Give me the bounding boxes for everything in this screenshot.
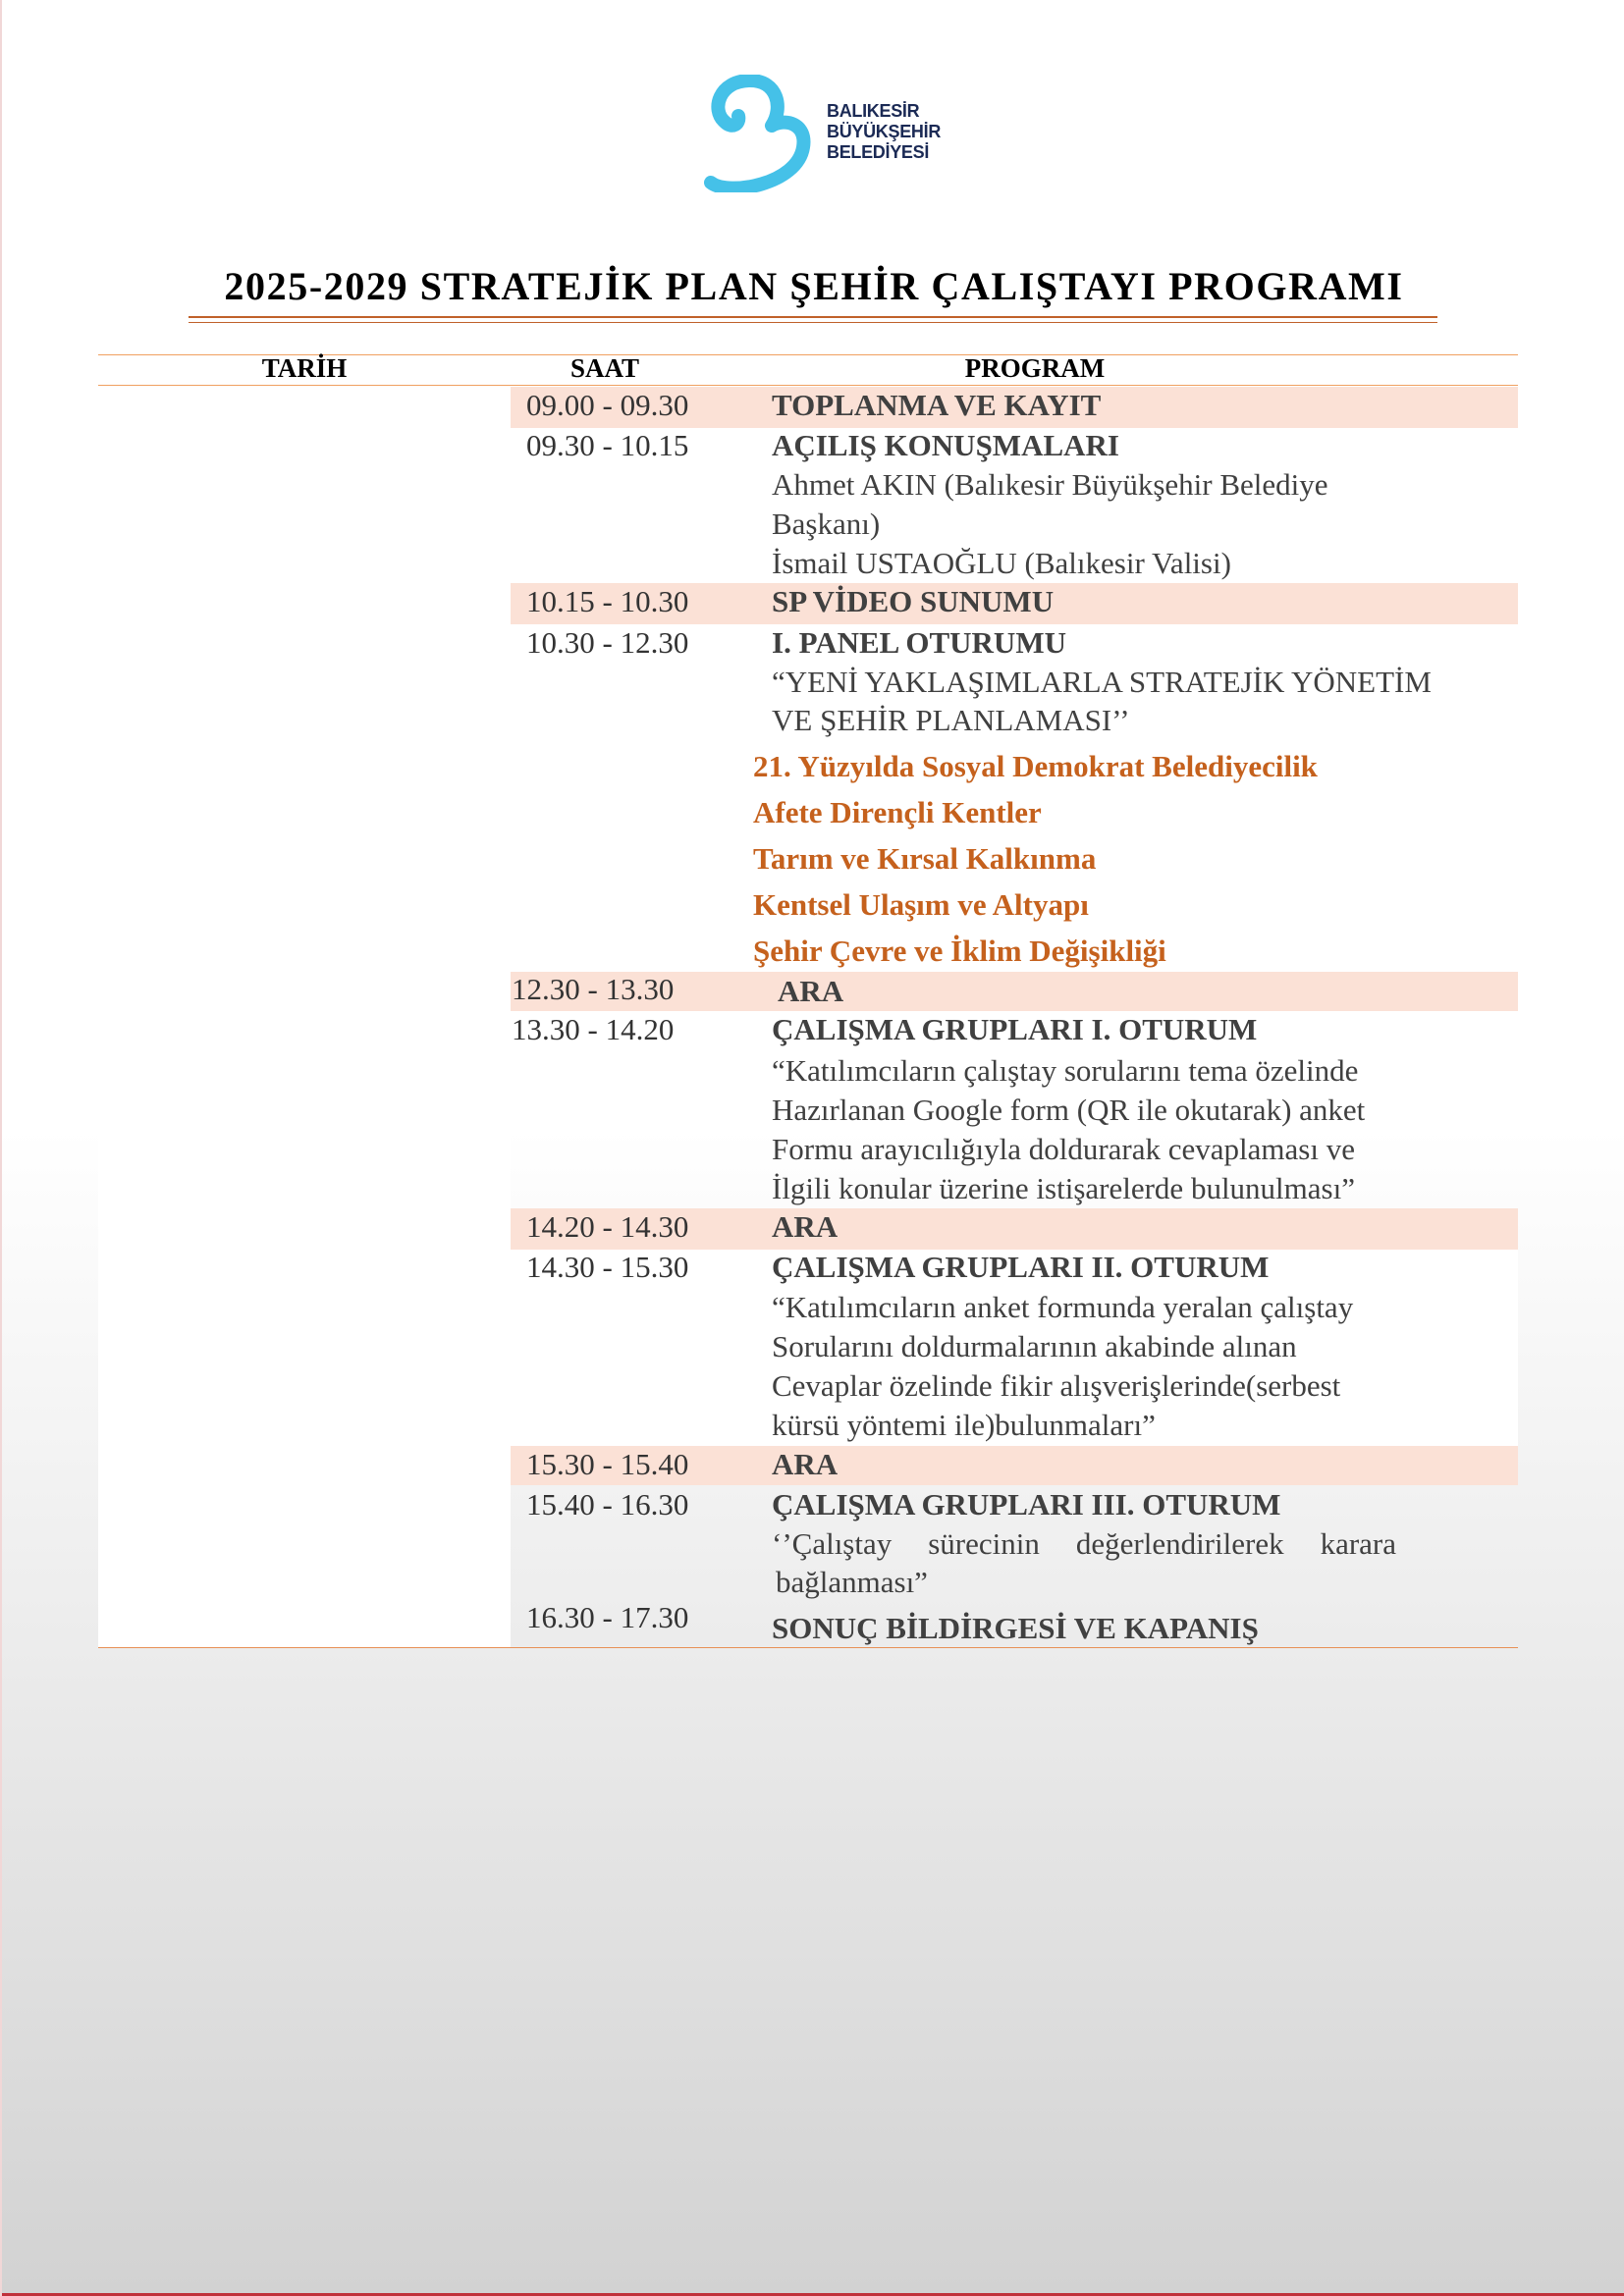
row-time: 09.30 - 10.15 [526,428,689,462]
row-time: 10.15 - 10.30 [526,584,689,618]
row-detail-line: kürsü yöntemi ile)bulunmaları” [772,1408,1156,1442]
row-detail-line: VE ŞEHİR PLANLAMASI’’ [772,703,1130,737]
row-detail-line: İlgili konular üzerine istişarelerde bulunulması” [772,1171,1355,1205]
row-detail-line: bağlanması” [776,1565,928,1599]
panel-topic: 21. Yüzyılda Sosyal Demokrat Belediyecilik [753,749,1318,783]
panel-topic: Kentsel Ulaşım ve Altyapı [753,887,1089,922]
logo-line-2: BÜYÜKŞEHİR [827,122,942,141]
row-detail-line: Başkanı) [772,507,881,541]
municipality-logo [689,75,945,192]
row-time: 15.30 - 15.40 [526,1447,689,1481]
row-title: ÇALIŞMA GRUPLARI III. OTURUM [772,1487,1281,1522]
row-title: SONUÇ BİLDİRGESİ VE KAPANIŞ [772,1611,1259,1645]
heart-b-logo-icon [689,75,817,192]
row-time: 09.00 - 09.30 [526,388,689,422]
row-title: SP VİDEO SUNUMU [772,584,1055,618]
row-title: ARA [772,1209,839,1244]
panel-topic: Tarım ve Kırsal Kalkınma [753,841,1097,876]
title-underline [189,316,1437,318]
row-title: ÇALIŞMA GRUPLARI I. OTURUM [772,1012,1258,1046]
row-time: 10.30 - 12.30 [526,625,689,660]
page-title: 2025-2029 STRATEJİK PLAN ŞEHİR ÇALIŞTAYI PROGRAMI [224,264,1404,308]
row-detail-line-justified [772,1526,1396,1562]
justified-word: ‘’Çalıştay [772,1526,893,1561]
row-title: ARA [778,974,844,1008]
row-title: ÇALIŞMA GRUPLARI II. OTURUM [772,1250,1270,1284]
row-detail-line: “YENİ YAKLAŞIMLARLA STRATEJİK YÖNETİM [772,665,1432,699]
logo-line-3: BELEDİYESİ [827,142,930,162]
panel-topic: Afete Dirençli Kentler [753,795,1042,829]
title-underline-thin [189,322,1437,323]
row-title: ARA [772,1447,839,1481]
header-tarih: TARİH [261,353,348,383]
row-title: TOPLANMA VE KAYIT [772,388,1102,422]
row-time: 14.30 - 15.30 [526,1250,689,1284]
row-detail-line: “Katılımcıların anket formunda yeralan çalıştay [772,1290,1354,1324]
row-detail-line: İsmail USTAOĞLU (Balıkesir Valisi) [772,546,1231,580]
row-time: 13.30 - 14.20 [512,1012,675,1046]
row-detail-line: Cevaplar özelinde fikir alışverişlerinde(serbest [772,1368,1341,1403]
row-detail-line: “Katılımcıların çalıştay sorularını tema özelinde [772,1053,1359,1088]
justified-word: karara [1320,1526,1396,1561]
header-program: PROGRAM [964,353,1106,383]
row-title: AÇILIŞ KONUŞMALARI [772,428,1119,462]
tarih-column [98,386,511,1648]
table-bottom-rule [98,1647,1518,1648]
row-title: I. PANEL OTURUMU [772,625,1066,660]
justified-word: değerlendirilerek [1075,1526,1284,1561]
row-time: 14.20 - 14.30 [526,1209,689,1244]
header-saat: SAAT [569,353,640,383]
row-detail-line: Ahmet AKIN (Balıkesir Büyükşehir Belediye [772,467,1328,502]
logo-line-1: BALIKESİR [827,101,920,121]
row-time: 15.40 - 16.30 [526,1487,689,1522]
justified-word: sürecinin [928,1526,1040,1561]
row-detail-line: Formu arayıcılığıyla doldurarak cevaplaması ve [772,1132,1355,1166]
row-detail-line: Sorularını doldurmalarının akabinde alınan [772,1329,1297,1363]
row-time: 12.30 - 13.30 [512,972,675,1006]
row-detail-line: Hazırlanan Google form (QR ile okutarak) anket [772,1093,1366,1127]
panel-topic: Şehir Çevre ve İklim Değişikliği [753,934,1166,968]
row-time: 16.30 - 17.30 [526,1600,689,1634]
